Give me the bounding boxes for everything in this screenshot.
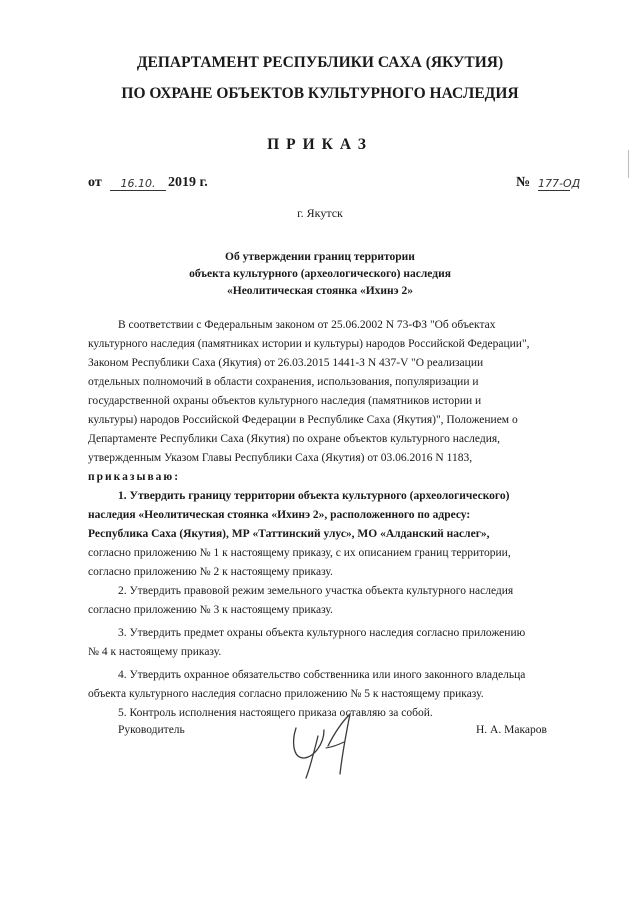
- item1-line: Республика Саха (Якутия), МР «Таттинский улус», МО «Алданский наслег»,: [88, 528, 490, 540]
- date-year: 2019 г.: [168, 175, 208, 190]
- order-word: приказываю:: [88, 471, 181, 483]
- signer-role: Руководитель: [118, 724, 185, 736]
- handwritten-number: 177-ОД: [538, 177, 581, 190]
- signer-name: Н. А. Макаров: [476, 724, 547, 736]
- subject-line-1: Об утверждении границ территории: [225, 251, 415, 263]
- item1-line: наследия «Неолитическая стоянка «Ихинэ 2», расположенного по адресу:: [88, 509, 471, 521]
- scan-edge-mark: [628, 150, 629, 178]
- item3-line: № 4 к настоящему приказу.: [88, 646, 222, 658]
- org-name-line2: ПО ОХРАНЕ ОБЪЕКТОВ КУЛЬТУРНОГО НАСЛЕДИЯ: [121, 85, 519, 102]
- preamble-line: государственной охраны объектов культурного наследия (памятников истории и: [88, 395, 482, 407]
- item1-line: согласно приложению № 1 к настоящему приказу, с их описанием границ территории,: [88, 547, 511, 559]
- subject-line-2: объекта культурного (археологического) наследия: [189, 268, 451, 280]
- preamble-line: культурного наследия (памятниках истории и культуры) народов Российской Федерации",: [88, 338, 530, 350]
- item5-line: 5. Контроль исполнения настоящего приказа оставляю за собой.: [118, 707, 433, 719]
- item1-line: согласно приложению № 2 к настоящему приказу.: [88, 566, 333, 578]
- subject-line-3: «Неолитическая стоянка «Ихинэ 2»: [227, 285, 413, 297]
- preamble-line: Департаменте Республики Саха (Якутия) по охране объектов культурного наследия,: [88, 433, 501, 445]
- item2-line: 2. Утвердить правовой режим земельного участка объекта культурного наследия: [118, 585, 514, 597]
- preamble-line: утвержденным Указом Главы Республики Саха (Якутия) от 03.06.2016 N 1183,: [88, 452, 473, 464]
- item1-line: 1. Утвердить границу территории объекта культурного (археологического): [118, 490, 510, 502]
- item3-line: 3. Утвердить предмет охраны объекта культурного наследия согласно приложению: [118, 627, 526, 639]
- item2-line: согласно приложению № 3 к настоящему приказу.: [88, 604, 333, 616]
- handwritten-signature: [280, 700, 360, 780]
- preamble-line: культуры) народов Российской Федерации в Республике Саха (Якутия)", Положением о: [88, 414, 518, 426]
- date-prefix: от: [88, 175, 102, 190]
- number-prefix: №: [516, 175, 531, 190]
- document-title: ПРИКАЗ: [267, 136, 373, 153]
- handwritten-date: 16.10.: [110, 177, 166, 191]
- item4-line: объекта культурного наследия согласно приложению № 5 к настоящему приказу.: [88, 688, 484, 700]
- city: г. Якутск: [297, 206, 343, 220]
- preamble-line: В соответствии с Федеральным законом от 25.06.2002 N 73-ФЗ "Об объектах: [118, 319, 496, 331]
- preamble-line: Законом Республики Саха (Якутия) от 26.03.2015 1441-З N 437-V "О реализации: [88, 357, 484, 369]
- org-name-line1: ДЕПАРТАМЕНТ РЕСПУБЛИКИ САХА (ЯКУТИЯ): [136, 54, 504, 71]
- preamble-line: отдельных полномочий в области сохранения, использования, популяризации и: [88, 376, 479, 388]
- item4-line: 4. Утвердить охранное обязательство собственника или иного законного владельца: [118, 669, 526, 681]
